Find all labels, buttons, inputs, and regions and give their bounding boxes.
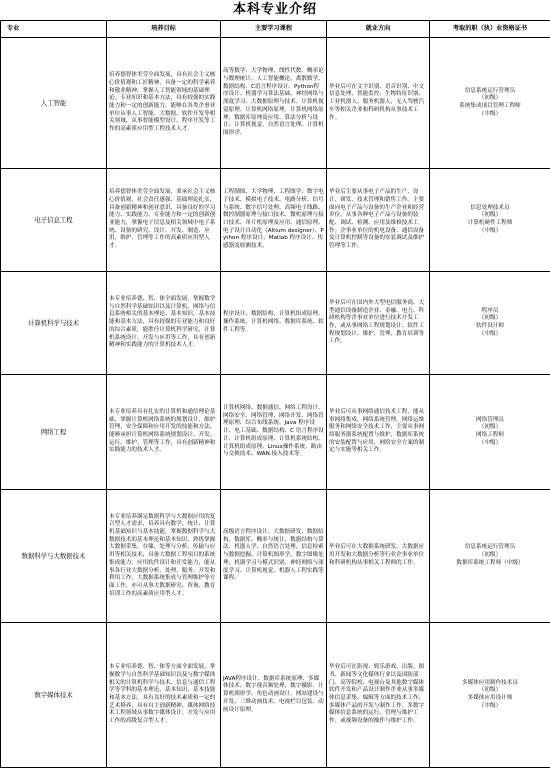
main-courses: JAVA程序设计、数据库系统原理、多媒体技术、数字视音频处理、数字摄影、计算机图形学、角色动画设计、网站建设与开发、三维动画技术、电视栏目包装、动画设计原理。 <box>221 623 327 768</box>
major-name: 人工智能 <box>1 38 107 169</box>
major-name: 计算机科学与技术 <box>1 272 107 375</box>
training-goal: 培养德智体美劳全面发展，具有社会主义核心价值观和工匠精神，具备一定的科学素养和敬业精神，掌握人工智能领域的基础理论、专业知识和基本方法，具有较强的实践能力和一定的创新能力，能够在各类企事业单位从事人工智能、大数据、软件开发等相关领域，从事智能模型设计、程序开发等工作的高素质应用型工程技术人才。 <box>107 38 221 169</box>
table-row <box>1 375 550 490</box>
certificates <box>430 272 550 375</box>
certificate-line: （中级） <box>478 702 502 709</box>
header-major: 专业 <box>1 21 107 38</box>
major-name: 数据科学与大数据技术 <box>1 490 107 623</box>
certificate-line: 程序员 <box>481 307 499 314</box>
certificate-line: 软件设计师 <box>476 323 504 329</box>
training-goal: 本专业培养满足数据科学与大数据应用的复合型人才需求，培养具有数学、统计、计算机基础知识与基本技能，掌握数据科学与大数据技术的基本理论和基本知识、熟练掌握大数据采集、存储、处理与分析、传输与应用等相关技术，具备大数据工程项目的系统集成能力、应用软件设计和开发能力，能从事各行业大数据分析、处理、服务、开发和利用工作，大数据系统集成与管理维护等方面工作，亦可从事大数据研究、咨询、教育培训工作的高素质应用型人才。 <box>107 490 221 623</box>
certificate-line: （中级） <box>478 227 502 234</box>
table-row <box>1 490 550 623</box>
training-goal: 本专业培养德、智、体等方面全面发展，掌握数学与自然科学基础知识以及与数字媒体相关的计算机科学与技术、信息与通信工程学等学科的基本理论、基本知识、基本技能和基本方法，具有良好的技术素质和一定的艺术修养，具有自主创新精神、媒体网络技术工程领域从事数字媒体设计、开发与应用工作的高级复合型人才。 <box>107 623 221 768</box>
certificate-line: （中级） <box>478 439 502 446</box>
certificate-line: 网络工程师 <box>476 432 504 438</box>
employment-direction: 毕业后主要从事电子产品的生产、设计、研发、技术管理和销售工作。主要面向电子产品与设备的生产企业和经营单位，从事各种电子产品与设备的装配、调试、检测、应用及维修技术工作；企事业单位的机电设备、通信设备及计算机控制等设备的安装调试及维护管理等工作。 <box>327 169 430 272</box>
main-courses: 程序设计、数据结构、计算机组成原理、操作系统、计算机网络、数据库系统、软件工程等。 <box>221 272 327 375</box>
header-goal: 培养目标 <box>107 21 221 38</box>
certificates <box>430 623 550 768</box>
major-name: 数字媒体技术 <box>1 623 107 768</box>
main-courses: 高等数学、大学物理、线性代数、概率论与数理统计、人工智能概论、离散数学、数据结构、C语言程序设计、Python程序设计、机器学习算法基础、神经网络与深度学习、大数据原理与技术、计算机视觉原理、计算机网络原理、计算机网络原理、数据库原理及应用、算法分析与设计、计算机视觉、自然语言处理、计算机图形学。 <box>221 38 327 169</box>
certificate-line: 信息系统运行管理员 <box>464 87 516 94</box>
certificate-line: 多媒体应用制作技术员 <box>462 679 518 686</box>
certificates <box>430 375 550 490</box>
certificate-line: 数据库系统工程师（中级） <box>456 559 524 566</box>
employment-direction: 毕业后可在影视、娱乐游戏、出版、图书、新闻等文化媒体行业以及国防部门、高等院校、电视台及其他数字媒体软件开发和产品设计制作企业从事多媒体信息采集、编辑等方面的技术工作、多媒体产品的开发与制作工作、多数字媒体信息系统的运行、管理与维护工作、或视频设备的操作与维护工作。 <box>327 623 430 768</box>
major-name: 电子信息工程 <box>1 169 107 272</box>
training-goal: 本专业培养具有扎实的计算机和通信理论基础，掌握计算机网络系统的规划设计、维护管理、安全保障和应用开发的技能和方法，能够承担计算机网络系统规划设计、开发、运行、维护、管理等工作，具有创新精神和实践能力的技术人才。 <box>107 375 221 490</box>
certificate-line: （中级） <box>478 330 502 337</box>
certificate-line: （初级） <box>478 315 502 322</box>
main-courses: 计算机网络、数据通信、网络工程设计、网络安全、网络管理、网络开发、网络管理原理、综合布线系统、Java 程序设计、电工基础、数据结构、C 语言程序设计、计算机组成原理、计算机系统结构、计算机组成原理、Linux操作系统、路由与交换技术、WAN 接入技术等。 <box>221 375 327 490</box>
employment-direction: 毕业后可在国内外大型电信服务商、大型通信设备制造企业、金融、电力、科研机构等企事业单位进行技术开发工作，或从事网络工程规划设计、软件工程规划设计、维护、管理、教育培训等工作。 <box>327 272 430 375</box>
certificate-line: 网络管理员 <box>476 416 504 423</box>
training-goal: 本专业培养德、智、体全面发展，掌握数学与自然科学基础知识以及计算机、网络与信息系统相关的基本理论、基本知识、基本技能和基本方法，具有较强的专业能力和良好的综合素质，能胜任计算机科学研究、计算机系统设计、开发与应用等工作，具有创新精神和实践能力的计算机技术人才。 <box>107 272 221 375</box>
header-course: 主要学习课程 <box>221 21 327 38</box>
table-header-row <box>1 21 550 38</box>
certificate-line: 信息处理技术员 <box>470 204 510 211</box>
main-courses: 高级语言程序设计、大数据研发、数据结构、数据库、概率与统计、数据结构与算法、机器人学、自然语言处理、信息检索与数据挖掘、计算机图形学、数字图像处理、机器学习与模式识别、神经网络与深度学习、计算机视觉、机器人工程实践等课程。 <box>221 490 327 623</box>
certificate-line: （中级） <box>478 110 502 117</box>
certificates <box>430 38 550 169</box>
certificate-line: 系统集成项目管理工程师 <box>459 103 521 109</box>
employment-direction: 毕业后可从事网络通信技术工程、能从事网络集成，网络系统管理，网络运维服务和网络安全技术工作，主要从事网络服务器系统配置与维护，数据库系统的安装配置与应用，网络安全方案的制定与实施等相关工作。 <box>327 375 430 490</box>
header-job: 就业方向 <box>327 21 430 38</box>
table-row <box>1 272 550 375</box>
certificate-line: 信息系统运行管理员 <box>464 544 516 551</box>
table-row <box>1 169 550 272</box>
table-row <box>1 623 550 768</box>
table-row <box>1 38 550 169</box>
header-cert: 考取的职（执）业资格证书 <box>430 21 550 38</box>
certificates <box>430 169 550 272</box>
certificate-line: （初级） <box>478 552 502 559</box>
training-goal: 培养德智体美劳全面发展，秉承社会主义核心价值观，社会责任感强，基础理论扎实，具备创新精神和创业意识，具备良好的学习能力、实践能力、专业能力和一定的创新创业能力，掌握电子信息及相关领域中电子系统、设备的研究、设计、开发、制造、应用、维护、管理等工作的高素质应用型人才。 <box>107 169 221 272</box>
majors-table <box>0 20 550 768</box>
employment-direction: 毕业后可在大数据系统研发、大数据应用开发和大数据分析等行业企事业单位和科研机构从事相关工程师的工作。 <box>327 490 430 623</box>
main-courses: 工程制图、大学物理、工程图学、数字电子技术、模拟电子技术、电路分析、信号与系统、数字信号处理、高频电子线路、微控制器原理与接口技术、微机原理与接口技术、单片机原理及应用、通信原理、电子设计自动化（Altium designer）、Python 程序设计、Matlab 程序设计、传感器及检测技术。 <box>221 169 327 272</box>
certificate-line: （初级） <box>478 212 502 219</box>
certificate-line: 计算机硬件工程师 <box>467 220 513 226</box>
employment-direction: 毕业后可在文字识别、语音识别、中文信息处理、智能监控、生物特征识别、工业机器人、服务机器人、无人驾驶汽车等相关企业和科研机构从事技术工作。 <box>327 38 430 169</box>
certificate-line: （初级） <box>478 687 502 694</box>
certificate-line: （初级） <box>478 424 502 431</box>
page-title: 本科专业介绍 <box>232 2 317 17</box>
certificates <box>430 490 550 623</box>
certificate-line: （初级） <box>478 95 502 102</box>
certificate-line: 多媒体应用设计师 <box>467 695 513 701</box>
major-name: 网络工程 <box>1 375 107 490</box>
